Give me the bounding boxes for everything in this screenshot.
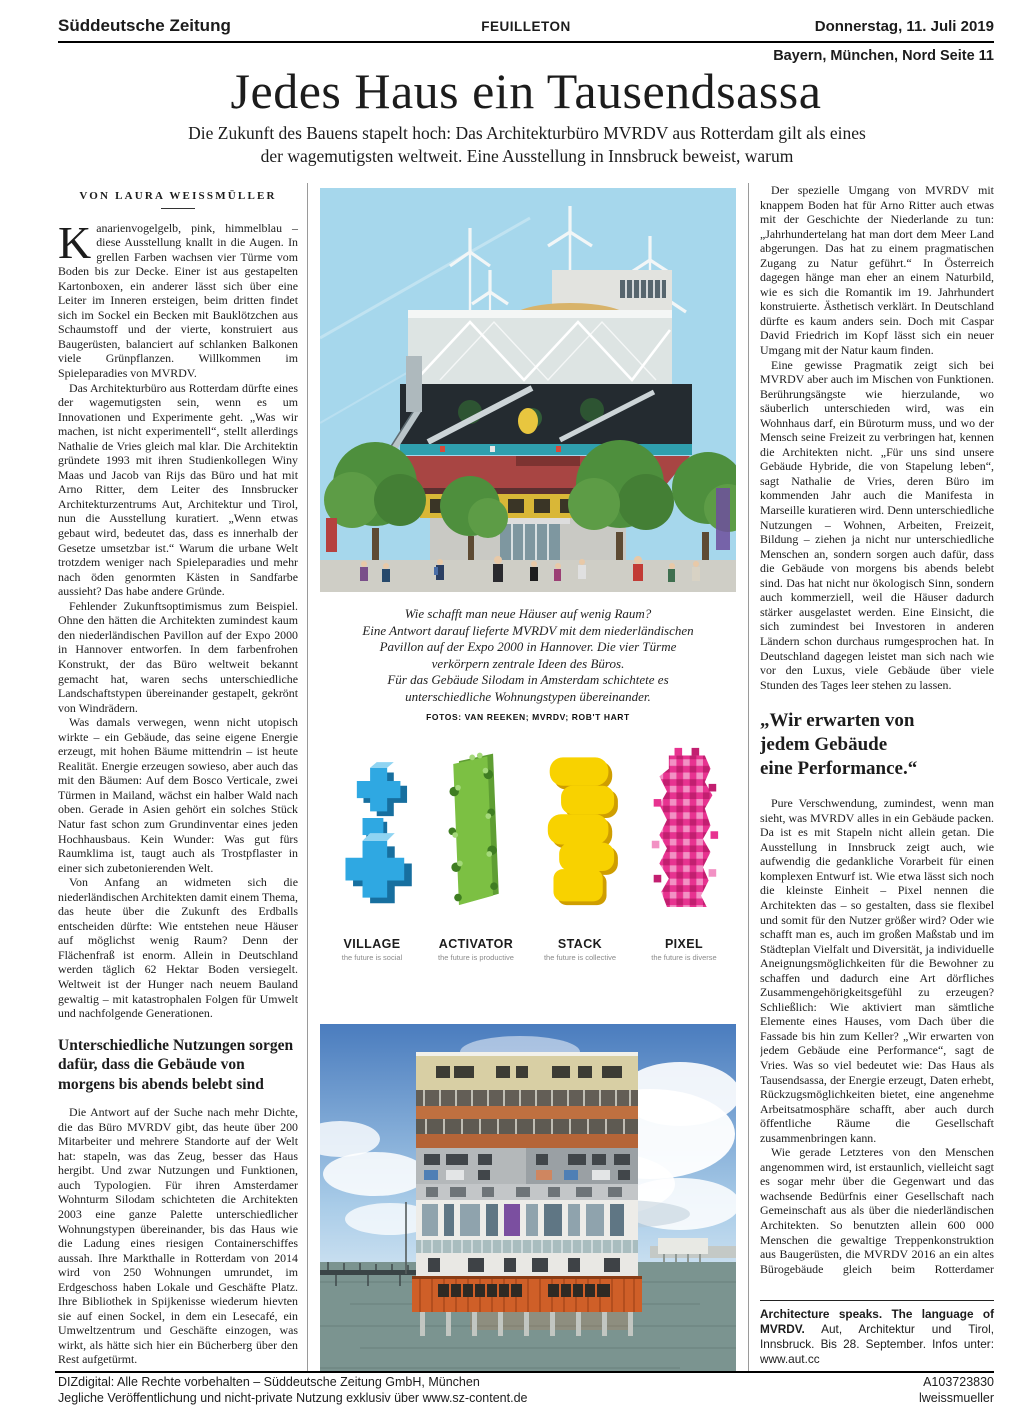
tower-tagline: the future is collective	[543, 952, 617, 962]
footer-line1: DIZdigital: Alle Rechte vorbehalten – Süddeutsche Zeitung GmbH, München	[58, 1375, 480, 1389]
caption-line: Pavillon auf der Expo 2000 in Hannover. Die vier Türme	[379, 639, 677, 654]
paragraph: Fehlender Zukunftsoptimismus zum Beispiel. Ohne den hätten die Architekten zumindest kaum den niederländischen Pavillon auf der Expo 2000 in Hannover entworfen. In dem farbenfrohen Konstrukt, der das Büro weltweit bekannt gemacht hat, waren sechs unterschiedliche Landschaftstypen übereinander gestapelt, gekrönt von Windrädern.	[58, 598, 298, 715]
tower-label: PIXEL	[664, 936, 704, 951]
paragraph: Der spezielle Umgang von MVRDV mit knappem Boden hat für Arno Ritter auch etwas mit der Geschichte der Niederlande zu tun: „Jahrhundertelang hat man dort dem Meer Land abgerungen. Das hat zu einem pragmatischen Zugang zu Natur geführt.“ In Österreich dagegen hänge man eher an einem Naturbild, wie es sich die Romantik im 19. Jahrhundert konstruierte. Ästhetisch verklärt. In Deutschland dürfte es kaum anders sein. Doch mit Caspar David Friedrich im Kopf lässt sich ein neuer Umgang mit der Natur kaum finden.	[760, 183, 994, 358]
concept-towers	[320, 746, 736, 962]
caption-line: Für das Gebäude Silodam in Amsterdam schichtete es	[387, 672, 669, 687]
tower-label: VILLAGE	[343, 936, 401, 951]
infobox-details: Aut, Architektur und Tirol, Innsbruck. Bis 28. September. Infos unter: www.aut.cc	[760, 1322, 994, 1366]
silodam-photo	[320, 1024, 736, 1372]
paragraph: Das Architekturbüro aus Rotterdam dürfte eines der wagemutigsten sein, wenn es um Innovationen und Experimente geht. „Was wir machen, ist nicht experimentell“, stellt allerdings Nathalie de Vries gleich mal klar. Die Architektin gründete 1993 mit ihren Studienkollegen Winy Maas und Jacob van Rijs das Büro und hat mit Arno Ritter, dem Leiter des Innsbrucker Architekturzentrums Aut, Architektur und Tirol, nun die Ausstellung kuratiert. „Wenn etwas gebaut wird, bedeutet das, dass es innerhalb der Gesetze umsetzbar ist.“ Warum die urbane Welt trotzdem weniger nach Spieleparadies und mehr nach öden genormten Kästen in Sandfarbe aussieht? Das habe andere Gründe.	[58, 380, 298, 599]
article-headline: Jedes Haus ein Tausendsassa	[230, 63, 822, 119]
footer-copyright	[58, 1375, 919, 1406]
edition-line: Bayern, München, Nord Seite 11	[773, 48, 994, 64]
forest-level	[400, 384, 692, 444]
paragraph: Pure Verschwendung, zumindest, wenn man sieht, was MVRDV alles in ein Gebäude packen. Da ist es mit Stapeln nicht allein getan. Die Ausstellung in Innsbruck zeigt auch, wie aufwendig die gedankliche Vorarbeit für einen komplexen Entwurf ist. Wie etwa lässt sich noch die kleinste Einheit – Pixel nennen die Architekten das – so gestalten, dass sie flexibel und somit für den Nutzer größer wird? Oder wie schafft man es, auch im großen Maßstab und im Städteplan Vielfalt und Diversität, ja individuelle Aneignungsmöglichkeiten für die Bewohner zu schaffen und dadurch eine Art dörfliches Zusammengehörigkeitsgefühl zu erzeugen? Schließlich: Wie aktiviert man sämtliche Elemente eines Hauses, vom Dach über die Fassade bis hin zum Keller? „Wir erwarten von jedem Gebäude eine Performance“, sagt de Vries. Was so viel bedeutet wie: Das Haus als Tausendsassa, der Energie erzeugt, Daten erhebt, Rückzugsmöglichkeiten bietet, eine angenehme Arbeitsatmosphäre schafft, aber auch durch öffentliche Räume die Gesellschaft zusammenbringen kann.	[760, 796, 994, 1145]
photo-credit: FOTOS: VAN REEKEN; MVRDV; ROB'T HART	[426, 712, 630, 722]
pull-quote-line: jedem Gebäude	[760, 734, 888, 756]
paragraph	[58, 216, 298, 381]
pull-quote-line: „Wir erwarten von	[760, 710, 915, 732]
footer-doc-id: A103723830	[923, 1375, 994, 1389]
paragraph: Eine gewisse Pragmatik zeigt sich bei MVRDV aber auch im Mischen von Funktionen. Berührungsängste wie hierzulande, wo säuberlich unterschieden wird, was ein Wohnhaus darf, ein Büroturm muss, und wo der Mensch seine Freizeit zu verbringen hat, kennen die Architekten nicht. „Für uns sind unsere Gebäude Hybride, die von Stapelung leben“, sagt Nathalie de Vries, deren Büro im kommenden Jahr auch die Manifesta in Marseille kuratieren wird. Denn unterschiedliche Nutzungen – Wohnen, Arbeiten, Freizeit, Bildung – ziehen ja nicht nur unterschiedliche Menschen an, sondern sorgen auch dafür, dass die Gebäude von morgens bis abends belebt sind. Das hat nicht nur ökologisch Sinn, sondern auch kommerziell, weil die Häuser dadurch stärker ausgelastet werden. Eine Einsicht, die sich zumindest bei Investoren in anderen Ländern schon durchaus rumgesprochen hat. In Deutschland dagegen leistet man sich nach wie vor den Luxus, viele Gebäude über viele Stunden des Tages leer stehen zu lassen.	[760, 357, 994, 692]
exhibition-infobox	[760, 1300, 994, 1367]
paragraph: Wie gerade Letzteres von den Menschen angenommen wird, ist erstaunlich, vielleicht sagt es sogar mehr über die Gegenwart und das wachsende Bedürfnis einer Gesellschaft nach Gemeinschaft aus als über die niederländischen Architekten. So benutzten allein 600 000 Menschen die gewaltige Treppenkonstruktion aus Baugerüsten, die MVRDV 2016 an ein altes Bürogebäude gleich beim Rotterdamer	[760, 1145, 994, 1276]
column-left	[58, 183, 308, 1371]
stack-tower-graphic	[532, 746, 628, 926]
infobox-title: Architecture speaks. The language of MVRDV.	[760, 1307, 994, 1336]
paragraph: Die Antwort auf der Suche nach mehr Dichte, die das Büro MVRDV gibt, das heute über 200 Mitarbeiter und mehrere Standorte auf der Welt hat: stapeln, was das Zeug, besser das Haus hergibt. Und zwar Nutzungen und Funktionen, auch Typologien. Für ihren Amsterdamer Wohnturm Silodam schichteten die Architekten 2003 eine ganze Palette unterschiedlicher Wohnungstypen übereinander, bis das Haus wie die Ladung eines riesigen Containerschiffes aussah. Ihre Markthalle in Rotterdam von 2014 wird von 250 Wohnungen umrundet, im Erdgeschoss haben Lokale und Geschäfte Platz. Ihre Bibliothek in Spijkenisse wiederum hievten sie auf einen Sockel, in dem ein Lesecafé, ein Umweltzentrum und Geschäfte einzogen, was wirkt, als hätte sich hier ein Bücherberg über den Rest aufgetürmt.	[58, 1105, 298, 1367]
column-center	[308, 183, 749, 1371]
article-columns	[58, 183, 994, 1371]
paragraph: Was damals verwegen, wenn nicht utopisch wirkte – ein Gebäude, das seine eigene Energie erzeugt, mit hohen Bäume mittendrin – ist heute Realität. Energie erzeugen sowieso, aber auch das mit den Bäumen: Auf dem Bosco Verticale, zwei Türmen in Mailand, wächst ein halber Wald nach oben. Gerade in Asien gehört ein solches Stück Natur fast schon zum Grundinventar eines jeden Hochhausbaus. Kein Wunder: Was gut fürs Raumklima ist, taugt auch als Trostpflaster in einer sich zubetonierenden Welt.	[58, 715, 298, 875]
issue-date: Donnerstag, 11. Juli 2019	[814, 18, 994, 35]
banner	[326, 518, 337, 552]
expo-pavilion-photo	[320, 188, 736, 592]
caption-line: Wie schafft man neue Häuser auf wenig Raum?	[404, 606, 652, 621]
tower-village	[320, 746, 424, 962]
village-tower-graphic	[324, 746, 420, 926]
drop-cap: K	[58, 216, 92, 268]
tower-stack	[528, 746, 632, 962]
right-text	[760, 183, 994, 1278]
footer-ids	[919, 1375, 994, 1406]
byline-rule	[161, 208, 195, 209]
yellow-pod	[518, 408, 538, 434]
caption-line: verkörpern zentrale Ideen des Büros.	[431, 655, 625, 671]
masthead	[58, 16, 994, 36]
tower-tagline: the future is social	[341, 952, 403, 962]
paragraph: Von Anfang an widmeten sich die niederländischen Architekten damit einem Thema, das heute über die Zukunft des Erdballs entscheiden dürfte: Wie entstehen neue Häuser auf möglichst wenig Raum? Denn der Flächenfraß ist enorm. Allein in Deutschland werden täglich 62 Hektar Boden versiegelt. Weltweit ist der Hunger nach neuem Bauland gewaltig – mit katastrophalen Folgen für Umwelt und nachfolgende Generationen.	[58, 875, 298, 1021]
paper-name: Süddeutsche Zeitung	[58, 16, 231, 35]
column-subheading: Unterschiedliche Nutzungen sorgen dafür, dass die Gebäude von morgens bis abends belebt sind	[58, 1036, 294, 1093]
subhead-line1: Die Zukunft des Bauens stapelt hoch: Das Architekturbüro MVRDV aus Rotterdam gilt als eines	[188, 123, 866, 143]
masthead-rule	[58, 41, 994, 43]
caption-line: unterschiedliche Wohnungstypen übereinander.	[405, 688, 651, 704]
footer-line2: Jegliche Veröffentlichung und nicht-private Nutzung exklusiv über www.sz-content.de	[58, 1390, 528, 1405]
activator-tower-graphic	[428, 746, 524, 926]
article-subhead	[120, 122, 934, 168]
mesh-level	[408, 310, 672, 384]
pull-quote-line: eine Performance.“	[760, 758, 918, 780]
section-name: FEUILLETON	[481, 19, 571, 34]
banner	[716, 488, 730, 550]
tower-label: STACK	[557, 936, 603, 951]
paragraph-text: anarienvogelgelb, pink, himmelblau – diese Ausstellung knallt in die Augen. In grellen Farben wachsen vier Türme vom Boden bis zur Decke. Einer ist aus gestapelten Kartonboxen, ein anderer lässt sich über eine Leiter im Inneren ersteigen, beim dritten findet sich im Sockel ein Becken mit Bauklötzchen aus Schaumstoff und der vierte, konstruiert aus Baugerüsten, balanciert auf schlanken Balkonen viele Grünpflanzen. Willkommen im Spieleparadies von MVRDV.	[58, 220, 298, 381]
column-right	[749, 183, 994, 1371]
tower-tagline: the future is diverse	[651, 952, 717, 962]
tower-pixel	[632, 746, 736, 962]
tower-activator	[424, 746, 528, 962]
tower-label: ACTIVATOR	[438, 936, 514, 951]
footer	[58, 1375, 994, 1406]
photo-caption	[320, 606, 736, 726]
silodam-building	[412, 1052, 642, 1336]
caption-line: Eine Antwort darauf lieferte MVRDV mit dem niederländischen	[362, 622, 694, 638]
byline: VON LAURA WEISSMÜLLER	[79, 190, 277, 202]
tower-tagline: the future is productive	[438, 952, 514, 962]
footer-rule	[55, 1371, 994, 1373]
footer-user-id: lweissmueller	[918, 1390, 994, 1405]
pixel-tower-graphic	[636, 746, 732, 926]
subhead-line2: der wagemutigsten weltweit. Eine Ausstellung in Innsbruck beweist, warum	[260, 146, 794, 166]
pull-quote	[760, 709, 994, 781]
